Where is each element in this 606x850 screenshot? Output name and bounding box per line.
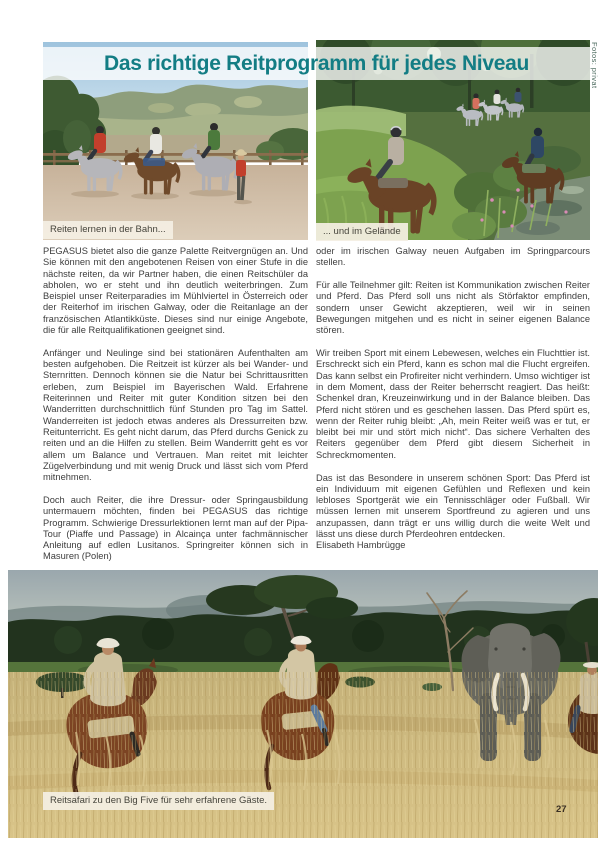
trail-caption: ... und im Gelände: [316, 223, 408, 241]
paragraph: Wir treiben Sport mit einem Lebewesen, welches ein Fluchttier ist. Erschreckt sich ein Pferd, kann es schon mal die Flucht ergreifen. Das kann selbst ein Profireiter nicht verhindern. Umso wichtiger ist in dem Moment, dass der Reiter beherrscht reagiert. Das heißt: Schenkel dran, Kreuzeinwirkung und in der Balance bleiben. Das Pferd nicht stören und es geschehen lassen. Das Pferd spürt es, wenn der Reiter ruhig bleibt: „Ah, mein Reiter weiß was er tut, er bleibt bei mir und stört mich nicht“. Das sichere Verhalten des Reiters gegenüber dem Pferd gibt diesem Sicherheit in Schreckmomenten.: [316, 348, 590, 460]
paragraph: oder im irischen Galway neuen Aufgaben im Springparcours stellen.: [316, 246, 590, 268]
title-band: [43, 47, 590, 80]
safari-caption: Reitsafari zu den Big Five für sehr erfahrene Gäste.: [43, 792, 274, 810]
article-left-column: [43, 246, 308, 574]
arena-caption: Reiten lernen in der Bahn...: [43, 221, 173, 239]
paragraph: PEGASUS bietet also die ganze Palette Reitvergnügen an. Und Sie können mit den angebotenen Reisen von einer Stufe in die nächste reiten, da wir Partner haben, die einen Reitschüler da abholen, wo er steht und ihn deutlich weiterbringen. Zum Beispiel unser Reiterparadies im Mühlviertel in Österreich oder der Reiterhof im irischen Galway, oder die Reitanlage an der französischen Atlantikküste. Dieses sind nur einige Angebote, die für alle Reitqualifikationen geeignet sind.: [43, 246, 308, 336]
paragraph: Das ist das Besondere in unserem schönen Sport: Das Pferd ist ein Individuum mit eigenen Gefühlen und Reflexen und kein lebloses Sportgerät wie ein Tennisschläger oder Fußball. Wir müssen lernen mit unserem Sportfreund zu agieren und uns anzupassen, dann trägt er uns willig durch die weite Welt und lässt uns diese durch Pferdeohren entdecken.: [316, 472, 590, 540]
article-right-column: [316, 246, 590, 552]
photo-credit: Fotos: privat: [590, 42, 599, 89]
author-byline: Elisabeth Hambrügge: [316, 540, 406, 551]
paragraph: Doch auch Reiter, die ihre Dressur- oder Springausbildung untermauern möchten, finden bei PEGASUS das richtige Programm. Schwierige Dressurlektionen lernt man auf der Pipa-Tour (Piaffe und Passage) in Alcainça unter fachmännischer Anleitung auf edlen Lusitanos. Springreiter können sich in Masuren (Polen): [43, 494, 308, 562]
rider-hat: [291, 638, 312, 645]
page-number: 27: [556, 804, 567, 815]
paragraph: Anfänger und Neulinge sind bei stationären Aufenthalten am besten aufgehoben. Die Reitzeit ist kürzer als bei Wander- und Sternritten. Dennoch können sie die Natur bei Schrittausritten erleben, zum Beispiel im Bayerischen Wald. Erfahrene Reiterinnen und Reiter mit guter Kondition sitzen bei den Wanderritten durchschnittlich fünf Stunden pro Tag im Sattel. Wanderreiten ist jedoch etwas anderes als Dressurreiten bzw. Reitunterricht. Es geht nicht darum, das Pferd durchs Genick zu reiten und an die Hilfen zu stellen. Beim Wanderritt geht es vor allem um Balance und Vertrauen. Man reitet mit leichter Zügelverbindung und mit wenig Druck und lässt sich vom Pferd mitnehmen.: [43, 347, 308, 483]
paragraph: Für alle Teilnehmer gilt: Reiten ist Kommunikation zwischen Reiter und Pferd. Das Pferd soll uns nicht als Störfaktor empfinden, sondern unser Gewicht akzeptieren, weil wir in seinen Bewegungen mitgehen und es nicht in seiner eigenen Balance stören.: [316, 280, 590, 336]
rider-hat: [97, 641, 120, 648]
grass-texture: [8, 672, 598, 838]
page-title: Das richtige Reitprogramm für jedes Niveau: [103, 51, 530, 75]
